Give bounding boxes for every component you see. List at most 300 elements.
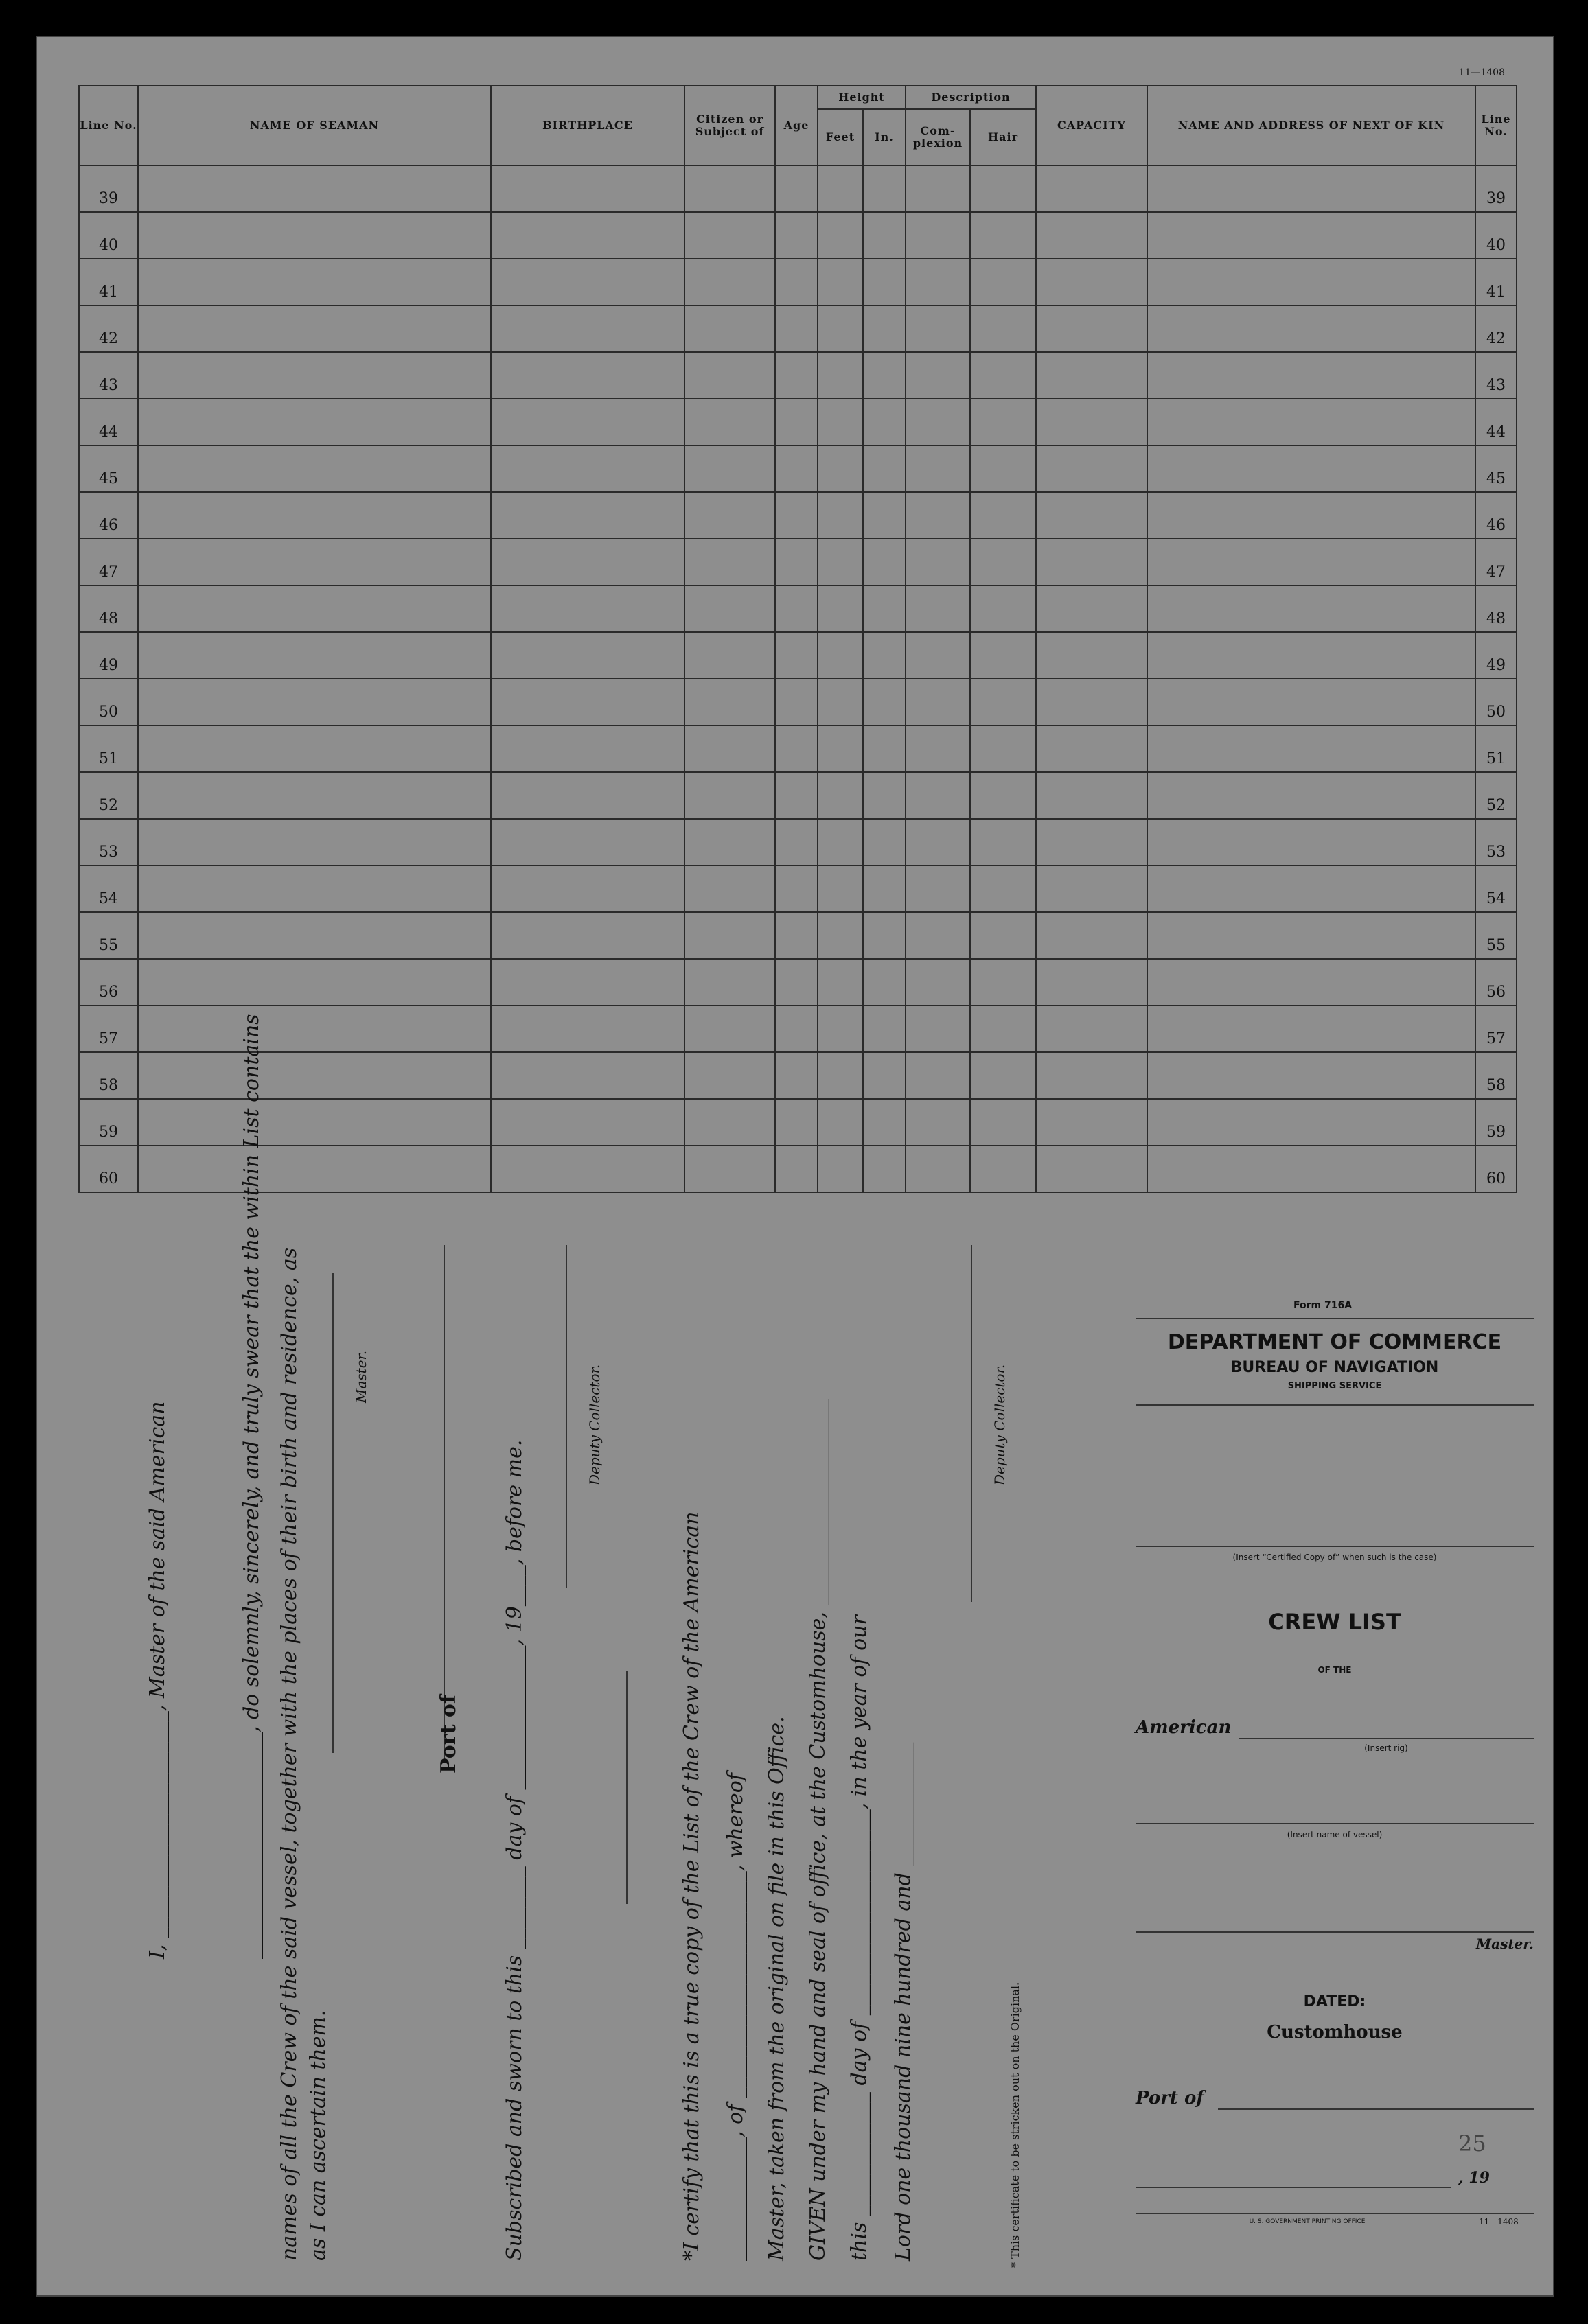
table-cell [1147,679,1475,725]
header-description: Description [906,86,1036,109]
table-cell [970,1052,1036,1099]
line-number-right: 54 [1475,865,1517,912]
cover-printer: U. S. GOVERNMENT PRINTING OFFICE [1249,2218,1366,2225]
cert-footnote: * This certificate to be stricken out on the Original. [1009,1982,1022,2268]
header-age: Age [775,86,818,165]
line-number: 55 [79,912,138,959]
table-cell [863,585,906,632]
table-cell [906,959,970,1006]
cover-date-line [1136,2187,1451,2188]
table-cell [491,492,684,539]
header-height: Height [818,86,906,109]
table-cell [775,865,818,912]
table-cell [138,539,491,585]
table-cell [491,1146,684,1192]
cover-crew-list-title: CREW LIST [1268,1609,1401,1635]
table-cell [970,725,1036,772]
table-cell [1147,259,1475,305]
line-number-right: 52 [1475,772,1517,819]
cover-year: , 19 [1458,2169,1490,2187]
table-cell [1147,352,1475,399]
table-cell [138,1099,491,1146]
table-cell [491,912,684,959]
line-number: 45 [79,445,138,492]
line-number-right: 46 [1475,492,1517,539]
table-row [79,1099,1517,1146]
table-cell [775,912,818,959]
table-row [79,725,1517,772]
table-cell [491,399,684,445]
table-row [79,865,1517,912]
table-cell [775,352,818,399]
table-cell [491,445,684,492]
table-cell [906,539,970,585]
line-number: 49 [79,632,138,679]
cert-line-6: Lord one thousand nine hundred and ____________ [891,1742,915,2261]
table-cell [970,492,1036,539]
table-cell [684,305,775,352]
line-number: 53 [79,819,138,865]
table-cell [818,959,863,1006]
table-cell [970,772,1036,819]
table-cell [775,445,818,492]
table-row [79,632,1517,679]
line-number-right: 59 [1475,1099,1517,1146]
table-cell [491,725,684,772]
cover-port-of: Port of [1136,2088,1204,2108]
table-cell [863,632,906,679]
table-cell [775,305,818,352]
table-cell [1036,1006,1147,1052]
table-cell [863,1146,906,1192]
table-cell [684,1006,775,1052]
table-cell [1036,679,1147,725]
table-cell [1147,165,1475,212]
line-number-right: 55 [1475,912,1517,959]
oath-deputy-label: Deputy Collector. [586,1364,603,1485]
table-cell [138,492,491,539]
table-cell [1036,772,1147,819]
table-cell [970,352,1036,399]
table-cell [775,772,818,819]
cover-master-line [1136,1931,1534,1933]
table-cell [775,492,818,539]
table-row [79,259,1517,305]
cert-line-1: *I certify that this is a true copy of the List of the Crew of the American [680,1511,704,2261]
cover-insert-name: (Insert name of vessel) [1287,1830,1383,1839]
table-cell [1036,445,1147,492]
table-cell [491,865,684,912]
cert-line-3: Master, taken from the original on file in this Office. [765,1716,789,2261]
header-line-no: Line No. [79,86,138,165]
table-cell [863,492,906,539]
table-cell [491,539,684,585]
line-number-right: 57 [1475,1006,1517,1052]
header-feet: Feet [818,109,863,165]
table-cell [818,1052,863,1099]
table-cell [970,305,1036,352]
table-cell [818,725,863,772]
table-cell [1147,539,1475,585]
table-cell [138,1006,491,1052]
table-cell [970,585,1036,632]
table-cell [775,259,818,305]
line-number-right: 58 [1475,1052,1517,1099]
table-cell [863,725,906,772]
table-cell [1147,212,1475,259]
table-cell [863,1052,906,1099]
table-cell [863,352,906,399]
table-cell [138,259,491,305]
table-cell [818,585,863,632]
table-row [79,912,1517,959]
table-row [79,305,1517,352]
table-cell [1036,865,1147,912]
table-row [79,772,1517,819]
section-divider [626,1671,628,1904]
table-row [79,819,1517,865]
table-cell [906,1146,970,1192]
table-cell [491,165,684,212]
table-cell [970,165,1036,212]
deputy-signature-line [566,1245,567,1588]
table-cell [818,539,863,585]
table-cell [684,772,775,819]
line-number-right: 47 [1475,539,1517,585]
cover-vessel-line [1136,1823,1534,1824]
line-number-right: 48 [1475,585,1517,632]
table-cell [684,585,775,632]
table-cell [775,399,818,445]
table-cell [491,819,684,865]
table-cell [1147,585,1475,632]
table-cell [818,865,863,912]
table-cell [1147,725,1475,772]
cover-of-the: OF THE [1317,1665,1352,1675]
table-cell [906,399,970,445]
line-number: 40 [79,212,138,259]
table-cell [1147,492,1475,539]
table-cell [863,399,906,445]
line-number: 43 [79,352,138,399]
line-number: 47 [79,539,138,585]
table-row [79,585,1517,632]
table-cell [906,165,970,212]
table-cell [491,679,684,725]
table-cell [906,912,970,959]
table-cell [1147,865,1475,912]
table-cell [1147,772,1475,819]
oath-line-1: I, ______________________, Master of the said American [146,1401,170,1959]
table-cell [138,165,491,212]
line-number-right: 45 [1475,445,1517,492]
line-number-right: 53 [1475,819,1517,865]
table-cell [684,212,775,259]
table-cell [906,352,970,399]
table-row [79,539,1517,585]
table-cell [684,1099,775,1146]
line-number: 42 [79,305,138,352]
line-number: 58 [79,1052,138,1099]
table-cell [684,959,775,1006]
table-cell [138,352,491,399]
table-cell [1147,819,1475,865]
table-cell [1036,165,1147,212]
cover-rule-mid [1136,1404,1534,1406]
table-cell [775,725,818,772]
table-cell [775,959,818,1006]
oath-line-3: names of all the Crew of the said vessel, together with the places of their birth and residence, as [277,1247,301,2261]
table-cell [818,399,863,445]
cover-form-bottom: 11—1408 [1479,2217,1519,2227]
table-cell [775,585,818,632]
line-number: 48 [79,585,138,632]
table-cell [1147,445,1475,492]
table-cell [775,632,818,679]
table-row [79,165,1517,212]
table-cell [491,212,684,259]
table-cell [138,305,491,352]
table-cell [1147,912,1475,959]
table-cell [684,259,775,305]
line-number: 60 [79,1146,138,1192]
table-cell [1147,959,1475,1006]
line-number: 56 [79,959,138,1006]
table-cell [138,585,491,632]
table-cell [491,259,684,305]
table-cell [775,539,818,585]
line-number-right: 50 [1475,679,1517,725]
cover-rig-line [1239,1738,1534,1739]
crew-table [78,85,1517,1193]
table-cell [138,819,491,865]
cert-line-4: GIVEN under my hand and seal of office, at the Customhouse, ____________________ [806,1399,830,2261]
form-number-top: 11—1408 [1458,67,1505,78]
header-next-of-kin: NAME AND ADDRESS OF NEXT OF KIN [1147,86,1475,165]
table-cell [818,772,863,819]
table-cell [138,912,491,959]
line-number: 52 [79,772,138,819]
table-cell [970,259,1036,305]
table-cell [138,1052,491,1099]
line-number: 41 [79,259,138,305]
header-line-no-right: Line No. [1475,86,1517,165]
table-cell [818,352,863,399]
table-cell [906,305,970,352]
table-cell [684,352,775,399]
table-cell [970,212,1036,259]
cover-rule-top [1136,1318,1534,1319]
crew-list-form-page [36,36,1554,2297]
table-cell [818,1099,863,1146]
table-cell [684,165,775,212]
line-number-right: 51 [1475,725,1517,772]
table-cell [863,1006,906,1052]
table-cell [1147,1099,1475,1146]
table-row [79,959,1517,1006]
table-cell [970,1099,1036,1146]
table-cell [491,585,684,632]
table-row [79,1052,1517,1099]
table-cell [1036,352,1147,399]
table-cell [906,679,970,725]
line-number-right: 41 [1475,259,1517,305]
oath-line-5: Subscribed and sworn to this ________ day of ______________, 19____, before me. [503,1439,527,2261]
table-cell [1036,539,1147,585]
table-cell [684,1052,775,1099]
cert-line-5: this ____________ day of ____________________, in the year of our [847,1615,871,2261]
table-row [79,445,1517,492]
table-cell [863,679,906,725]
table-cell [138,772,491,819]
table-cell [1036,1099,1147,1146]
table-cell [491,305,684,352]
line-number-right: 40 [1475,212,1517,259]
table-row [79,492,1517,539]
table-cell [863,539,906,585]
table-cell [1147,1146,1475,1192]
table-cell [1036,305,1147,352]
line-number: 50 [79,679,138,725]
table-cell [818,259,863,305]
table-cell [491,772,684,819]
table-cell [1147,632,1475,679]
header-birthplace: BIRTHPLACE [491,86,684,165]
line-number: 57 [79,1006,138,1052]
table-cell [906,1006,970,1052]
table-cell [970,912,1036,959]
cover-stamp-number: 25 [1458,2130,1486,2157]
table-row [79,1006,1517,1052]
table-cell [818,819,863,865]
table-cell [1147,1052,1475,1099]
table-cell [775,679,818,725]
table-cell [1036,912,1147,959]
line-number-right: 60 [1475,1146,1517,1192]
table-cell [1036,725,1147,772]
table-cell [863,959,906,1006]
cert-deputy-label: Deputy Collector. [991,1364,1008,1485]
header-capacity: CAPACITY [1036,86,1147,165]
table-cell [684,865,775,912]
table-cell [138,445,491,492]
table-cell [138,959,491,1006]
table-cell [818,165,863,212]
table-cell [863,305,906,352]
port-line [444,1245,445,1760]
table-cell [818,305,863,352]
table-cell [906,492,970,539]
table-cell [138,212,491,259]
table-cell [684,912,775,959]
table-cell [138,1146,491,1192]
cover-dated: DATED: [1303,1993,1366,2010]
line-number: 59 [79,1099,138,1146]
table-cell [863,865,906,912]
cover-bureau: BUREAU OF NAVIGATION [1230,1359,1439,1376]
line-number-right: 56 [1475,959,1517,1006]
table-cell [906,259,970,305]
cover-blank-line-1 [1136,1546,1534,1547]
table-cell [491,1099,684,1146]
table-cell [970,445,1036,492]
table-cell [775,1052,818,1099]
table-cell [863,772,906,819]
line-number-right: 43 [1475,352,1517,399]
table-cell [863,912,906,959]
table-cell [775,819,818,865]
table-cell [1036,585,1147,632]
table-cell [1147,1006,1475,1052]
oath-line-4: as I can ascertain them. [306,2010,330,2261]
table-cell [906,585,970,632]
table-cell [1036,1146,1147,1192]
cover-service: SHIPPING SERVICE [1287,1381,1382,1391]
table-cell [863,212,906,259]
table-cell [491,632,684,679]
table-cell [970,679,1036,725]
cover-rule-bottom [1136,2213,1534,2214]
table-cell [775,165,818,212]
line-number-right: 39 [1475,165,1517,212]
table-cell [684,539,775,585]
table-cell [970,1006,1036,1052]
table-cell [818,445,863,492]
line-number-right: 44 [1475,399,1517,445]
line-number: 46 [79,492,138,539]
oath-line-2: ______________________, do solemnly, sincerely, and truly swear that the within List contains [240,1014,264,1959]
table-cell [1036,1052,1147,1099]
line-number: 44 [79,399,138,445]
table-cell [1036,959,1147,1006]
table-cell [906,1052,970,1099]
table-cell [818,912,863,959]
table-cell [491,1052,684,1099]
table-cell [138,632,491,679]
header-in: In. [863,109,906,165]
table-cell [818,1146,863,1192]
table-cell [970,539,1036,585]
line-number: 54 [79,865,138,912]
table-cell [970,1146,1036,1192]
table-cell [906,1099,970,1146]
table-cell [970,959,1036,1006]
table-cell [1036,819,1147,865]
cover-department: DEPARTMENT OF COMMERCE [1167,1330,1502,1354]
line-number: 39 [79,165,138,212]
table-cell [906,445,970,492]
header-complexion: Com-plexion [906,109,970,165]
oath-port-label: Port of [437,1695,461,1774]
table-cell [970,632,1036,679]
table-cell [863,165,906,212]
table-cell [775,1146,818,1192]
cover-master-label: Master. [1476,1936,1534,1952]
table-row [79,352,1517,399]
table-cell [906,819,970,865]
table-cell [1147,399,1475,445]
table-cell [491,959,684,1006]
table-cell [863,819,906,865]
header-hair: Hair [970,109,1036,165]
master-signature-line [332,1273,334,1753]
header-citizen: Citizen or Subject of [684,86,775,165]
cover-port-line [1218,2108,1534,2110]
table-cell [1036,632,1147,679]
table-cell [491,1006,684,1052]
table-cell [818,492,863,539]
cover-insert-certified: (Insert “Certified Copy of” when such is the case) [1232,1553,1437,1562]
